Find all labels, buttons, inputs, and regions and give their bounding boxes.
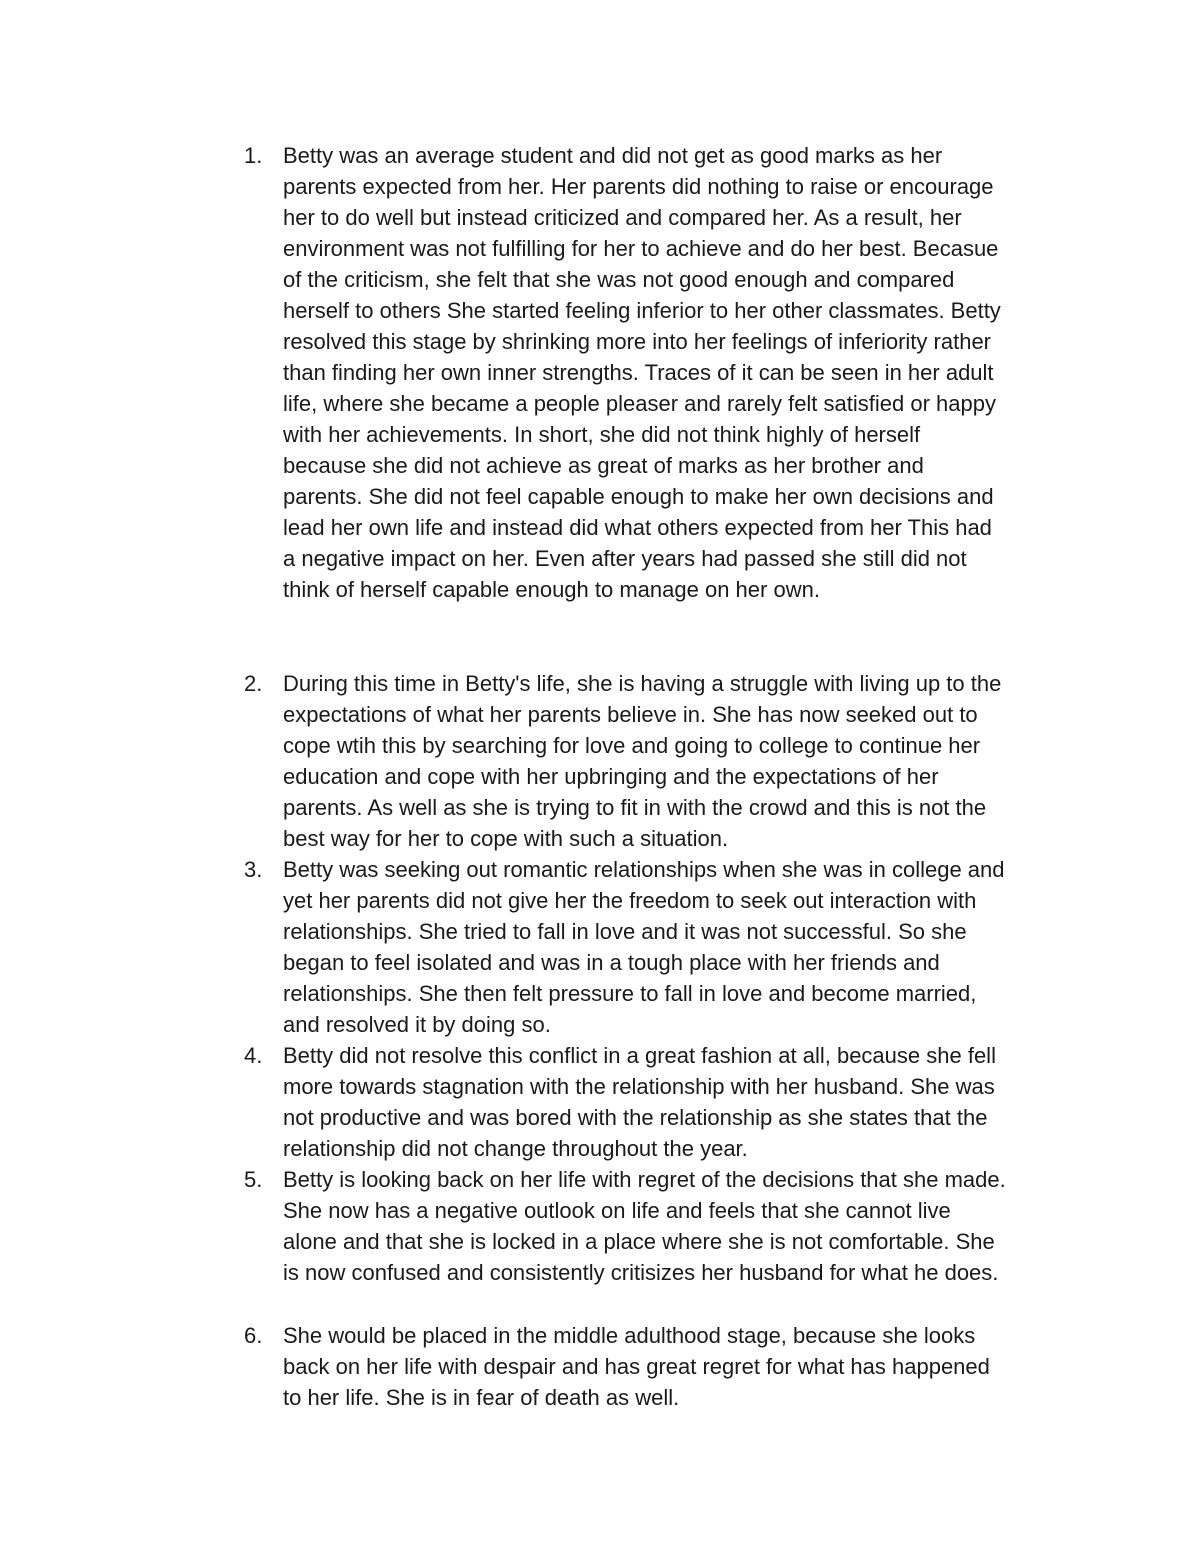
text-line: She now has a negative outlook on life and feels that she cannot live [283, 1198, 951, 1223]
text-line: parents expected from her. Her parents did nothing to raise or encourage [283, 174, 994, 199]
text-line: expectations of what her parents believe in. She has now seeked out to [283, 702, 978, 727]
text-line: During this time in Betty's life, she is having a struggle with living up to the [283, 671, 1002, 696]
text-line: than finding her own inner strengths. Traces of it can be seen in her adult [283, 360, 994, 385]
text-line: not productive and was bored with the relationship as she states that the [283, 1105, 988, 1130]
text-line: and resolved it by doing so. [283, 1012, 551, 1037]
text-line: is now confused and consistently critisizes her husband for what he does. [283, 1260, 999, 1285]
list-number: 3. [244, 857, 263, 882]
text-line: relationship did not change throughout the year. [283, 1136, 748, 1161]
text-line: herself to others She started feeling inferior to her other classmates. Betty [283, 298, 1001, 323]
text-line: began to feel isolated and was in a tough place with her friends and [283, 950, 940, 975]
text-line: because she did not achieve as great of marks as her brother and [283, 453, 924, 478]
text-line: resolved this stage by shrinking more into her feelings of inferiority rather [283, 329, 992, 354]
list-number: 4. [244, 1043, 263, 1068]
text-line: relationships. She then felt pressure to fall in love and become married, [283, 981, 977, 1006]
list-item [244, 854, 1074, 1040]
text-line: Betty did not resolve this conflict in a great fashion at all, because she fell [283, 1043, 996, 1068]
text-line: think of herself capable enough to manage on her own. [283, 577, 820, 602]
list-text [283, 140, 1074, 605]
text-line: cope wtih this by searching for love and going to college to continue her [283, 733, 981, 758]
list-item [244, 1320, 1074, 1413]
text-line: Betty was an average student and did not get as good marks as her [283, 143, 943, 168]
list-text [283, 1040, 1074, 1164]
text-line: more towards stagnation with the relationship with her husband. She was [283, 1074, 995, 1099]
text-line: alone and that she is locked in a place where she is not comfortable. She [283, 1229, 995, 1254]
text-line: of the criticism, she felt that she was not good enough and compared [283, 267, 955, 292]
list-text [283, 1164, 1074, 1288]
text-line: best way for her to cope with such a situation. [283, 826, 729, 851]
list-item [244, 1164, 1074, 1288]
text-line: a negative impact on her. Even after years had passed she still did not [283, 546, 967, 571]
list-number: 2. [244, 671, 263, 696]
list-number: 6. [244, 1323, 263, 1348]
list-item [244, 1040, 1074, 1164]
text-line: life, where she became a people pleaser and rarely felt satisfied or happy [283, 391, 996, 416]
text-line: with her achievements. In short, she did not think highly of herself [283, 422, 921, 447]
text-line: education and cope with her upbringing and the expectations of her [283, 764, 939, 789]
text-line: yet her parents did not give her the freedom to seek out interaction with [283, 888, 977, 913]
text-line: back on her life with despair and has great regret for what has happened [283, 1354, 990, 1379]
text-line: She would be placed in the middle adulthood stage, because she looks [283, 1323, 976, 1348]
list-text [283, 854, 1074, 1040]
text-line: lead her own life and instead did what others expected from her This had [283, 515, 992, 540]
text-line: parents. She did not feel capable enough to make her own decisions and [283, 484, 994, 509]
text-line: her to do well but instead criticized and compared her. As a result, her [283, 205, 962, 230]
text-line: environment was not fulfilling for her to achieve and do her best. Becasue [283, 236, 999, 261]
text-line: to her life. She is in fear of death as well. [283, 1385, 680, 1410]
list-item [244, 668, 1074, 854]
list-number: 5. [244, 1167, 263, 1192]
list-number: 1. [244, 143, 263, 168]
text-line: Betty is looking back on her life with regret of the decisions that she made. [283, 1167, 1006, 1192]
text-line: Betty was seeking out romantic relationships when she was in college and [283, 857, 1005, 882]
list-text [283, 668, 1074, 854]
text-line: relationships. She tried to fall in love and it was not successful. So she [283, 919, 967, 944]
list-text [283, 1320, 1074, 1413]
list-item [244, 140, 1074, 605]
text-line: parents. As well as she is trying to fit in with the crowd and this is not the [283, 795, 987, 820]
